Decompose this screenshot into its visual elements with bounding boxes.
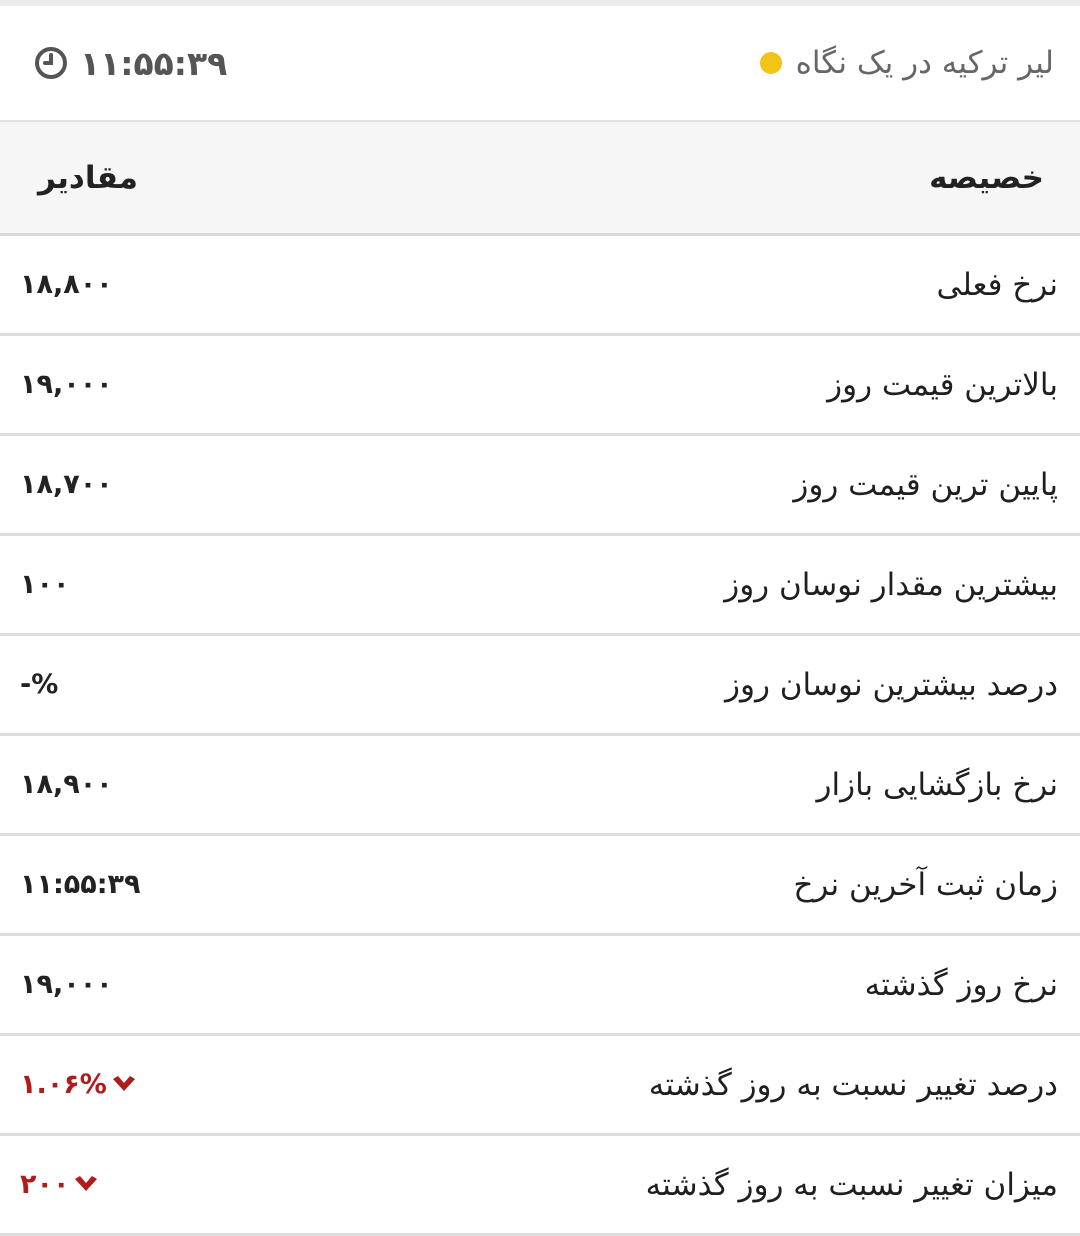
row-value <box>20 369 113 400</box>
table-row <box>0 636 1080 736</box>
chevron-down-icon <box>111 1075 137 1095</box>
value-text: ۱۹,۰۰۰ <box>20 969 113 1000</box>
value-text: ۱۸,۹۰۰ <box>20 769 113 800</box>
value-text: ۱۹,۰۰۰ <box>20 369 113 400</box>
row-label: نرخ بازگشایی بازار <box>816 766 1058 803</box>
table-row <box>0 336 1080 436</box>
row-label: بالاترین قیمت روز <box>827 366 1058 403</box>
row-value <box>20 269 113 300</box>
clock-icon <box>34 46 68 80</box>
table-header <box>0 122 1080 236</box>
value-text: ۲۰۰ <box>20 1169 70 1200</box>
last-update-time <box>34 44 227 83</box>
row-label: بیشترین مقدار نوسان روز <box>724 566 1058 603</box>
row-value <box>20 669 58 700</box>
table-row <box>0 736 1080 836</box>
value-text: ۱۰۰ <box>20 569 70 600</box>
value-text: ۱۱:۵۵:۳۹ <box>20 869 141 900</box>
table-row <box>0 436 1080 536</box>
row-value <box>20 769 113 800</box>
row-label: زمان ثبت آخرین نرخ <box>793 866 1058 903</box>
page-title <box>760 45 1054 81</box>
row-value <box>20 869 140 900</box>
row-label: میزان تغییر نسبت به روز گذشته <box>645 1166 1058 1203</box>
row-label: نرخ روز گذشته <box>864 966 1058 1003</box>
chevron-down-icon <box>73 1175 99 1195</box>
table-row <box>0 1036 1080 1136</box>
table-row <box>0 1136 1080 1236</box>
column-header-attribute: خصیصه <box>929 159 1044 196</box>
header-time: ۱۱:۵۵:۳۹ <box>80 43 228 83</box>
value-text: ۱۸,۸۰۰ <box>20 269 113 300</box>
row-value <box>20 569 69 600</box>
status-dot-icon <box>760 52 782 74</box>
page-header <box>0 6 1080 122</box>
column-header-values: مقادیر <box>38 159 138 196</box>
table-row <box>0 836 1080 936</box>
row-value <box>20 1069 137 1100</box>
table-row <box>0 236 1080 336</box>
row-value <box>20 969 113 1000</box>
row-label: درصد تغییر نسبت به روز گذشته <box>648 1066 1058 1103</box>
row-value <box>20 469 113 500</box>
value-text: -% <box>20 669 59 700</box>
value-text: ۱.۰۶% <box>20 1069 107 1100</box>
row-label: درصد بیشترین نوسان روز <box>725 666 1058 703</box>
table-row <box>0 536 1080 636</box>
row-value <box>20 1169 99 1200</box>
table-row <box>0 936 1080 1036</box>
table-body <box>0 236 1080 1236</box>
value-text: ۱۸,۷۰۰ <box>20 469 113 500</box>
page-title-text: لیر ترکیه در یک نگاه <box>795 45 1054 81</box>
row-label: پایین ترین قیمت روز <box>793 466 1058 503</box>
row-label: نرخ فعلی <box>936 266 1058 303</box>
